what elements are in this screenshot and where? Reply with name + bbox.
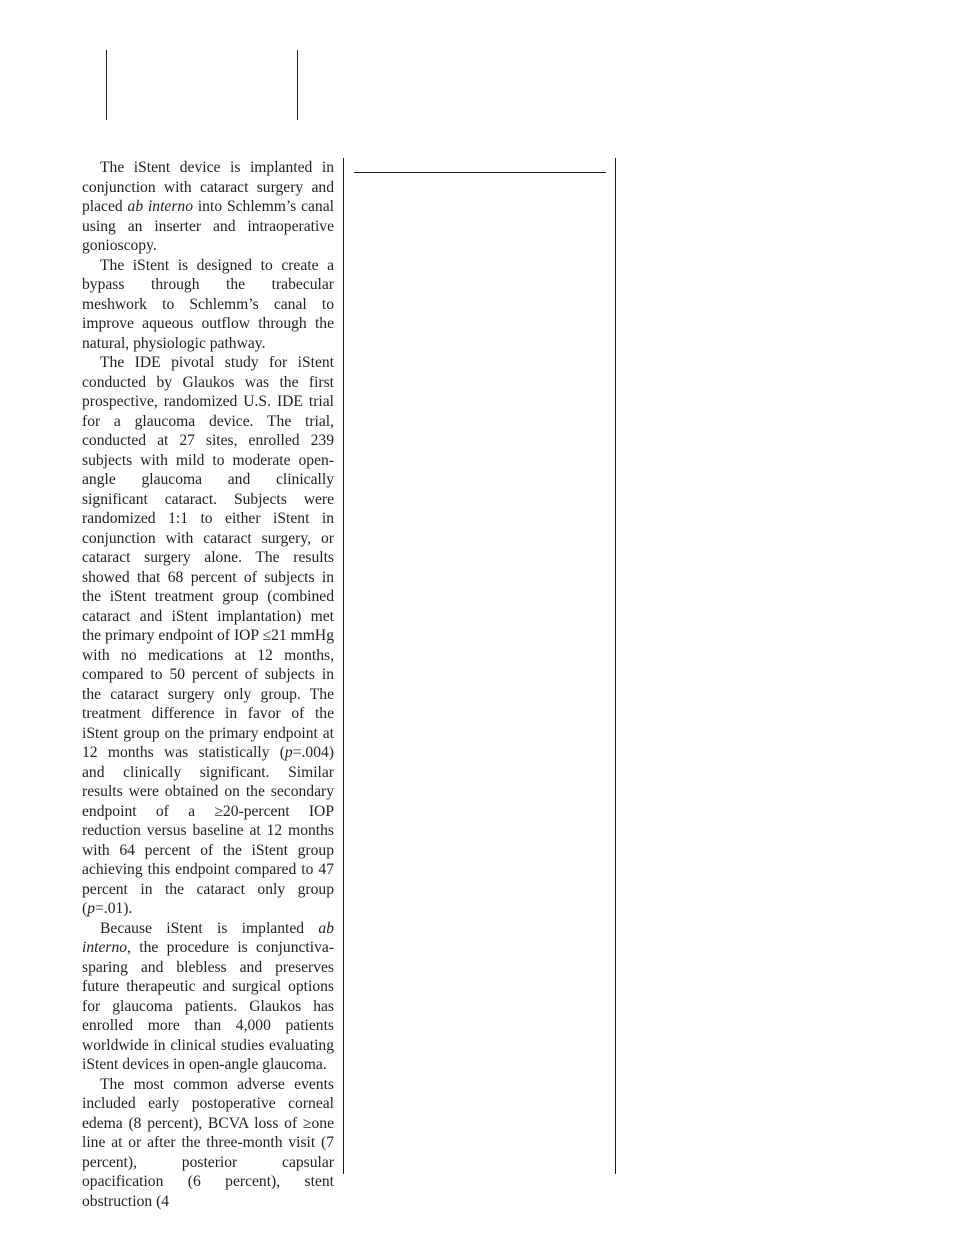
footer-separator xyxy=(90,1206,98,1221)
section-label xyxy=(82,54,100,122)
footer-separator xyxy=(82,1206,90,1221)
italic-text: ab interno xyxy=(82,919,334,956)
paragraph: The iStent device is implanted in conjunction with cataract surgery and placed ab interno into Schlemm’s canal using an inserter and intraoperative gonioscopy. xyxy=(82,159,334,254)
column-divider-1 xyxy=(343,158,344,1174)
column-1 xyxy=(82,158,334,1211)
col1-body xyxy=(82,158,334,1211)
paragraph: The most common adverse events included early postoperative corneal edema (8 percent), BCVA loss of ≥one line at or after the three-month visit (7 percent), posterior capsular opacification (6 percent), stent obstruction (4 xyxy=(82,1075,334,1210)
paragraph: Because iStent is implanted ab interno, the procedure is conjunctiva-sparing and blebless and preserves future therapeutic and surgical options for glaucoma patients. Glaukos has enrolled more than 4,000 patients worldwide in clinical studies evaluating iStent devices in open-angle glaucoma. xyxy=(82,919,334,1073)
italic-text: p xyxy=(87,900,95,917)
article-separator-rule xyxy=(354,172,606,173)
masthead-rule-left xyxy=(106,50,107,120)
column-2 xyxy=(354,158,606,183)
italic-text: ab interno xyxy=(127,198,194,215)
page-footer xyxy=(82,1206,98,1222)
paragraph: The iStent is designed to create a bypass through the trabecular meshwork to Schlemm’s canal to improve aqueous outflow through the natural, physiologic pathway. xyxy=(82,256,334,352)
paragraph: The IDE pivotal study for iStent conducted by Glaukos was the first prospective, randomized U.S. IDE trial for a glaucoma device. The trial, conducted at 27 sites, enrolled 239 subjects with mild to moderate open-angle glaucoma and clinically significant cataract. Subjects were randomized 1:1 to either iStent in conjunction with cataract surgery, or cataract surgery alone. The results showed that 68 percent of subjects in the iStent treatment group (combined cataract and iStent implantation) met the primary endpoint of IOP ≤21 mmHg with no medications at 12 months, compared to 50 percent of subjects in the cataract surgery only group. The treatment difference in favor of the iStent group on the primary endpoint at 12 months was statistically (p=.004) and clinically significant. Similar results were obtained on the secondary endpoint of a ≥20-percent IOP reduction versus baseline at 12 months with 64 percent of the iStent group achieving this endpoint compared to 47 percent in the cataract only group (p=.01). xyxy=(82,354,334,917)
italic-text: p xyxy=(284,744,293,761)
masthead-rule-right xyxy=(297,50,298,120)
column-divider-2 xyxy=(615,158,616,1174)
